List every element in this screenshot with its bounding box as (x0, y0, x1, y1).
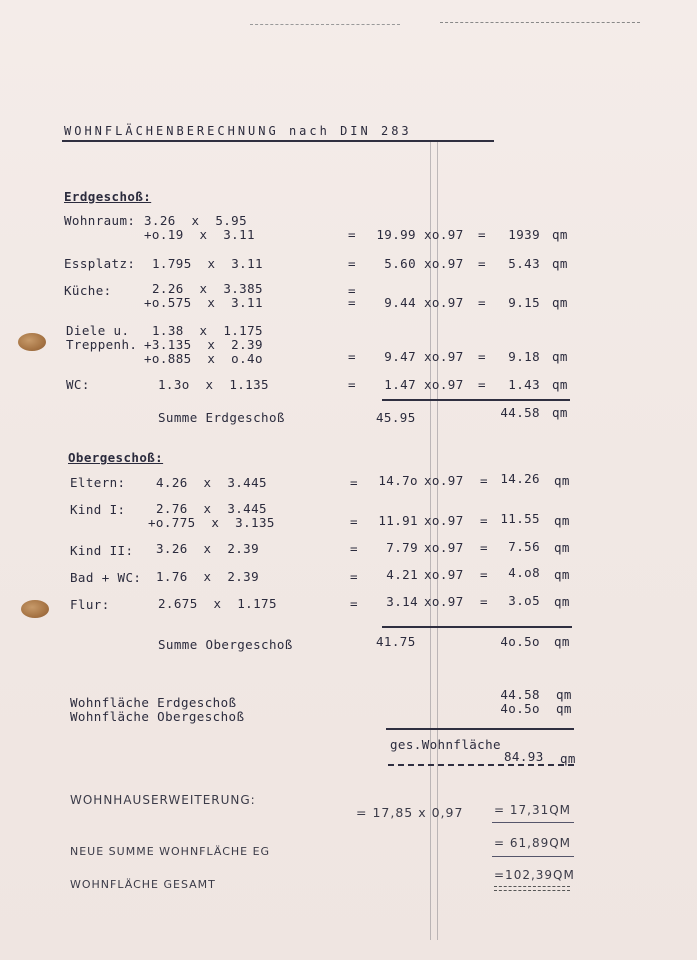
page-title: WOHNFLÄCHENBERECHNUNG nach DIN 283 (64, 124, 412, 138)
eg-row-result: 1939 (508, 227, 540, 242)
og-row-area: 7.79 (386, 540, 418, 555)
eg-row-factor: xo.97 (424, 227, 464, 242)
ges-value: 84.93 (504, 749, 544, 764)
og-row-area: 3.14 (386, 594, 418, 609)
eg-row-eq2: = (478, 349, 486, 364)
eg-row-dims: +o.19 x 3.11 (144, 227, 255, 242)
eg-row-result: 1.43 (508, 377, 540, 392)
total-og-value: 4o.5o (500, 701, 540, 716)
og-row-dims: 2.76 x 3.445 (156, 501, 267, 516)
og-row-factor: xo.97 (424, 594, 464, 609)
eg-row-label: Essplatz: (64, 256, 136, 271)
og-row-unit: qm (554, 540, 570, 555)
eg-row-area: 5.60 (384, 256, 416, 271)
og-row-eq: = (350, 596, 358, 611)
og-row-dims: 1.76 x 2.39 (156, 569, 260, 584)
neue-summe-label: NEUE SUMME WOHNFLÄCHE EG (70, 845, 271, 858)
ges-label: ges.Wohnfläche (390, 737, 501, 752)
og-row-result: 3.o5 (508, 593, 540, 608)
eg-row-dims: 3.26 x 5.95 (144, 213, 248, 228)
eg-sum-line (382, 399, 570, 401)
eg-row-factor: xo.97 (424, 349, 464, 364)
og-row-result: 11.55 (500, 511, 540, 526)
og-row-result: 7.56 (508, 539, 540, 554)
og-row-eq: = (350, 514, 358, 529)
eg-row-dims: +3.135 x 2.39 (144, 337, 263, 352)
og-row-result: 14.26 (500, 471, 540, 486)
gesamt-value: =102,39QM (494, 868, 575, 882)
og-row-unit: qm (554, 567, 570, 582)
eg-sum-area: 45.95 (376, 410, 416, 425)
og-row-factor: xo.97 (424, 513, 464, 528)
eg-row-dims: 1.38 x 1.175 (152, 323, 263, 338)
eg-row-result: 9.15 (508, 295, 540, 310)
eg-row-area: 19.99 (376, 227, 416, 242)
og-sum-area: 41.75 (376, 634, 416, 649)
eg-row-eq: = (348, 256, 356, 271)
eg-sum-label: Summe Erdgeschoß (158, 410, 285, 425)
eg-row-result: 9.18 (508, 349, 540, 364)
total-og-unit: qm (556, 701, 572, 716)
og-row-dims: 4.26 x 3.445 (156, 475, 267, 490)
eg-row-unit: qm (552, 349, 568, 364)
eg-row-dims: +o.885 x o.4o (144, 351, 263, 366)
og-row-label: Eltern: (70, 475, 126, 490)
extension-calc: = 17,85 x 0,97 (356, 805, 464, 820)
eg-row-eq-extra: = (348, 283, 356, 298)
eg-row-area: 9.44 (384, 295, 416, 310)
eg-row-factor: xo.97 (424, 295, 464, 310)
og-row-label: Kind II: (70, 543, 134, 558)
eg-row-unit: qm (552, 377, 568, 392)
og-row-result: 4.o8 (508, 565, 540, 580)
og-row-eq: = (350, 569, 358, 584)
eg-row-label: WC: (66, 377, 90, 392)
eg-row-result: 5.43 (508, 256, 540, 271)
og-row-area: 4.21 (386, 567, 418, 582)
top-dash-line (440, 22, 640, 27)
gesamt-label: WOHNFLÄCHE GESAMT (70, 878, 216, 891)
gesamt-double-underline (494, 886, 570, 891)
total-eg-value: 44.58 (500, 687, 540, 702)
eg-row-label-2: Treppenh. (66, 337, 138, 352)
og-row-eq2: = (480, 513, 488, 528)
eg-row-unit: qm (552, 256, 568, 271)
og-row-area: 11.91 (378, 513, 418, 528)
eg-row-unit: qm (552, 295, 568, 310)
punch-hole (18, 333, 46, 351)
extension-line (492, 822, 574, 823)
og-sum-label: Summe Obergeschoß (158, 637, 293, 652)
eg-row-dims: +o.575 x 3.11 (144, 295, 263, 310)
og-row-label: Flur: (70, 597, 110, 612)
og-row-dims: 2.675 x 1.175 (158, 596, 277, 611)
og-sum-line (382, 626, 572, 628)
eg-row-eq: = (348, 349, 356, 364)
og-row-unit: qm (554, 473, 570, 488)
og-row-area: 14.7o (378, 473, 418, 488)
eg-row-factor: xo.97 (424, 256, 464, 271)
og-row-eq2: = (480, 594, 488, 609)
punch-hole (21, 600, 49, 618)
og-sum-unit: qm (554, 634, 570, 649)
eg-row-eq2: = (478, 227, 486, 242)
og-row-eq2: = (480, 473, 488, 488)
eg-row-eq: = (348, 227, 356, 242)
og-row-dims: +o.775 x 3.135 (148, 515, 275, 530)
title-underline (62, 140, 494, 142)
og-row-eq2: = (480, 540, 488, 555)
eg-row-area: 9.47 (384, 349, 416, 364)
totals-line (386, 728, 574, 730)
eg-row-factor: xo.97 (424, 377, 464, 392)
top-dash-line (250, 24, 400, 29)
og-row-factor: xo.97 (424, 473, 464, 488)
eg-sum-unit: qm (552, 405, 568, 420)
eg-sum-result: 44.58 (500, 405, 540, 420)
eg-row-dims: 1.3o x 1.135 (158, 377, 269, 392)
og-row-eq: = (350, 541, 358, 556)
eg-heading: Erdgeschoß: (64, 189, 152, 204)
og-sum-result: 4o.5o (500, 634, 540, 649)
extension-result: = 17,31QM (494, 803, 572, 817)
og-row-eq: = (350, 475, 358, 490)
og-row-label: Bad + WC: (70, 570, 142, 585)
og-row-factor: xo.97 (424, 540, 464, 555)
eg-row-unit: qm (552, 227, 568, 242)
og-heading: Obergeschoß: (68, 450, 164, 465)
og-row-factor: xo.97 (424, 567, 464, 582)
neue-summe-value: = 61,89QM (494, 836, 572, 850)
eg-row-eq: = (348, 377, 356, 392)
eg-row-label: Wohnraum: (64, 213, 136, 228)
extension-label: WOHNHAUSERWEITERUNG: (70, 793, 256, 807)
eg-row-eq2: = (478, 295, 486, 310)
eg-row-label: Küche: (64, 283, 112, 298)
neue-summe-line (492, 856, 574, 857)
eg-row-dims: 2.26 x 3.385 (152, 281, 263, 296)
total-eg-label: Wohnfläche Erdgeschoß (70, 695, 237, 710)
og-row-eq2: = (480, 567, 488, 582)
eg-row-label: Diele u. (66, 323, 130, 338)
og-row-label: Kind I: (70, 502, 126, 517)
total-eg-unit: qm (556, 687, 572, 702)
eg-row-area: 1.47 (384, 377, 416, 392)
total-og-label: Wohnfläche Obergeschoß (70, 709, 245, 724)
eg-row-dims: 1.795 x 3.11 (152, 256, 263, 271)
og-row-unit: qm (554, 513, 570, 528)
eg-row-eq2: = (478, 256, 486, 271)
eg-row-eq2: = (478, 377, 486, 392)
ges-double-underline (388, 764, 574, 770)
ges-unit: qm (560, 751, 576, 766)
og-row-dims: 3.26 x 2.39 (156, 541, 260, 556)
eg-row-eq: = (348, 295, 356, 310)
og-row-unit: qm (554, 594, 570, 609)
